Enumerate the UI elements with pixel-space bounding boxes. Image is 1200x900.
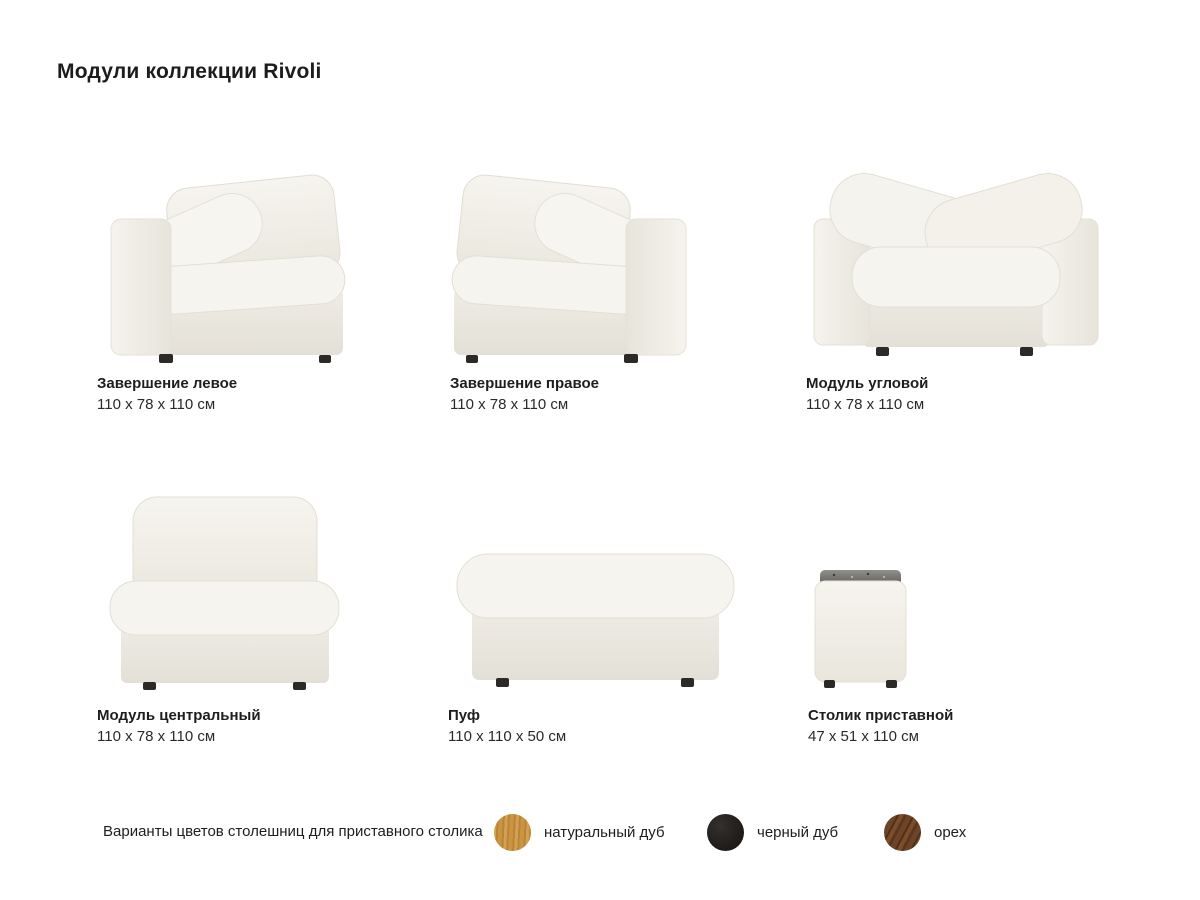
module-dimensions: 110 x 78 x 110 см — [97, 396, 216, 413]
module-name: Модуль угловой — [806, 375, 929, 392]
module-dimensions: 110 x 110 x 50 см — [448, 728, 567, 745]
module-caption — [97, 705, 427, 747]
tabletop-option-natural-oak — [494, 813, 665, 851]
module-name: Модуль центральный — [97, 707, 261, 724]
module-dimensions: 47 x 51 x 110 см — [808, 728, 919, 745]
module-name: Столик приставной — [808, 707, 954, 724]
module-card-corner — [806, 135, 1136, 415]
tabletop-option-label: орех — [934, 823, 967, 841]
module-image-area — [448, 478, 778, 690]
walnut-swatch-icon — [884, 814, 921, 851]
sofa-central-illustration — [97, 485, 352, 690]
tabletop-option-label: черный дуб — [757, 823, 839, 841]
tabletop-option-black-oak — [707, 813, 838, 851]
tabletop-option-walnut — [884, 813, 966, 851]
module-caption — [97, 373, 427, 415]
black-oak-swatch-icon — [707, 814, 744, 851]
module-card-pouf — [448, 478, 778, 747]
module-name: Завершение левое — [97, 375, 238, 392]
module-image-area — [97, 135, 427, 365]
module-caption — [448, 705, 778, 747]
module-dimensions: 110 x 78 x 110 см — [97, 728, 216, 745]
module-dimensions: 110 x 78 x 110 см — [806, 396, 925, 413]
module-image-area — [97, 478, 427, 690]
module-image-area — [808, 478, 1138, 690]
side-table-illustration — [808, 560, 913, 690]
module-card-central — [97, 478, 427, 747]
sofa-end-right-illustration — [450, 143, 700, 365]
module-caption — [806, 373, 1136, 415]
module-dimensions: 110 x 78 x 110 см — [450, 396, 569, 413]
page-title: Модули коллекции Rivoli — [57, 60, 322, 84]
module-caption — [808, 705, 1138, 747]
sofa-end-left-illustration — [97, 143, 347, 365]
tabletop-option-label: натуральный дуб — [544, 823, 665, 841]
natural-oak-swatch-icon — [494, 814, 531, 851]
module-card-side-table — [808, 478, 1138, 747]
module-caption — [450, 373, 780, 415]
module-card-end-right — [450, 135, 780, 415]
tabletop-legend-label: Варианты цветов столешниц для приставного столика — [103, 823, 483, 840]
module-name: Завершение правое — [450, 375, 599, 392]
module-card-end-left — [97, 135, 427, 415]
module-image-area — [450, 135, 780, 365]
sofa-corner-illustration — [806, 135, 1106, 365]
module-name: Пуф — [448, 707, 481, 724]
pouf-illustration — [448, 520, 743, 690]
module-image-area — [806, 135, 1136, 365]
